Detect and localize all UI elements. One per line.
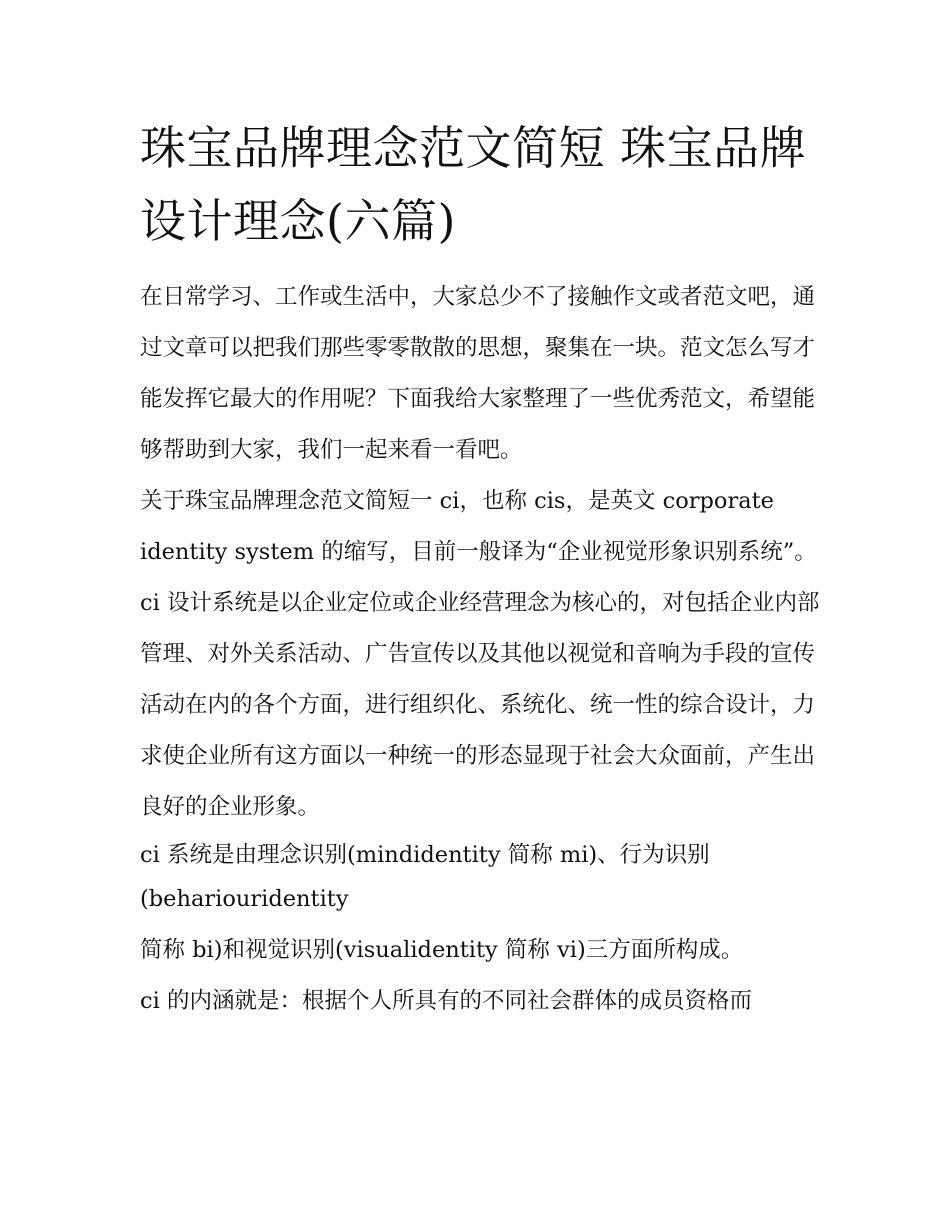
paragraph-ci-definition: 关于珠宝品牌理念范文简短一 ci，也称 cis，是英文 corporate identity system 的缩写，目前一般译为“企业视觉形象识别系统”。 xyxy=(140,488,817,565)
document-title: 珠宝品牌理念范文简短 珠宝品牌设计理念(六篇) xyxy=(140,121,807,248)
paragraph-intro: 在日常学习、工作或生活中，大家总少不了接触作文或者范文吧，通过文章可以把我们那些零零散散的思想，聚集在一块。范文怎么写才能发挥它最大的作用呢？下面我给大家整理了一些优秀范文，希望能够帮助到大家，我们一起来看一看吧。 xyxy=(140,284,816,463)
paragraph-ci-components-cont: 简称 bi)和视觉识别(visualidentity 简称 vi)三方面所构成。 xyxy=(140,937,744,963)
document-body xyxy=(140,272,820,1027)
paragraph-ci-design-system: ci 设计系统是以企业定位或企业经营理念为核心的，对包括企业内部管理、对外关系活动、广告宣传以及其他以视觉和音响为手段的宣传活动在内的各个方面，进行组织化、系统化、统一性的综合设计，力求使企业所有这方面以一种统一的形态显现于社会大众面前，产生出良好的企业形象。 xyxy=(140,590,820,820)
document-page xyxy=(140,112,820,1027)
paragraph-ci-connotation: ci 的内涵就是：根据个人所具有的不同社会群体的成员资格而 xyxy=(140,988,752,1014)
paragraph-ci-components: ci 系统是由理念识别(mindidentity 简称 mi)、行为识别 (behariouridentity xyxy=(140,842,710,912)
